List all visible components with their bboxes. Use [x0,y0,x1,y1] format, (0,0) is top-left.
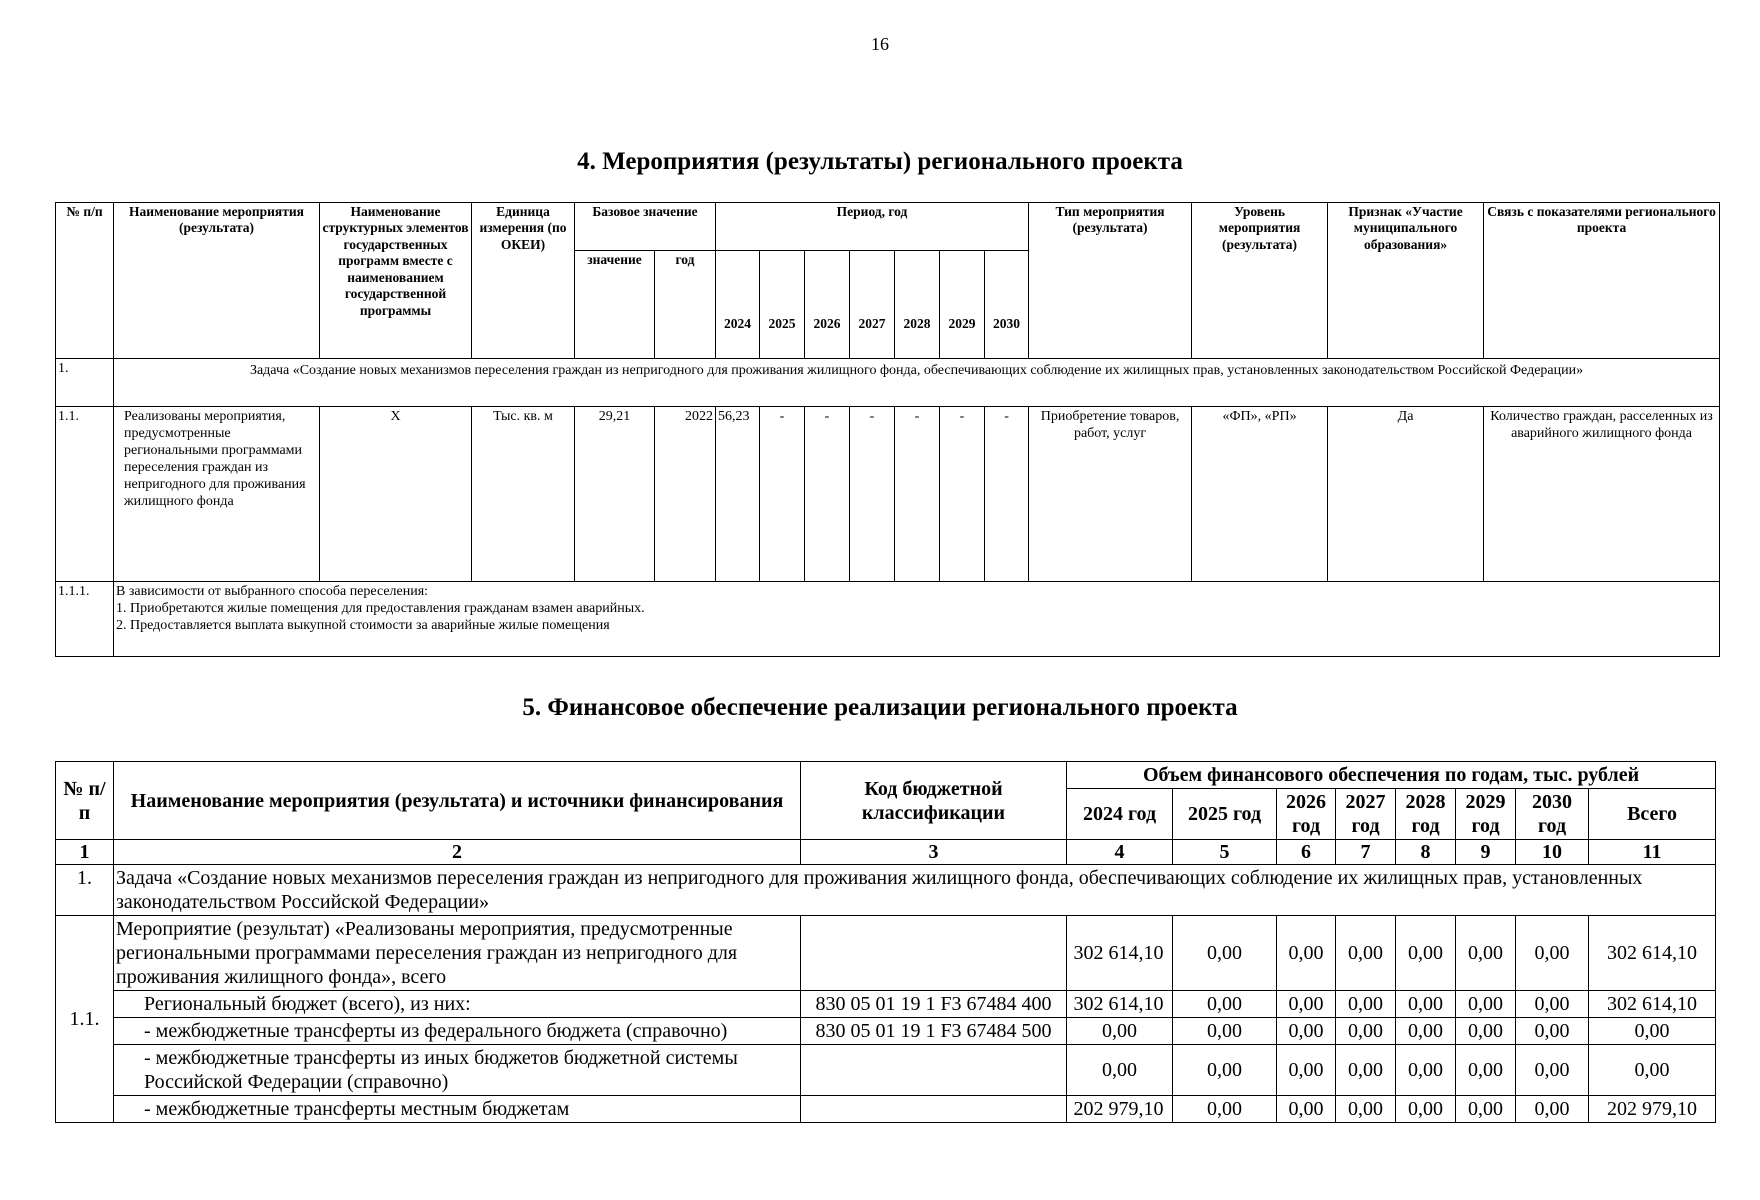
structural-element: X [320,407,472,582]
note-line: В зависимости от выбранного способа переселения: [116,584,429,599]
amount-cell: 0,00 [1336,991,1396,1018]
amount-total: 0,00 [1589,1018,1716,1045]
header-period: Период, год [716,203,1029,251]
row-num: 1. [56,865,114,916]
header-indicator-link: Связь с показателями регионального проекта [1484,203,1720,359]
amount-cell: 0,00 [1336,1045,1396,1096]
amount-cell: 0,00 [1396,1045,1456,1096]
municipal-participation: Да [1328,407,1484,582]
amount-cell: 0,00 [1516,916,1589,991]
budget-code: 830 05 01 19 1 F3 67484 500 [801,1018,1067,1045]
amount-cell: 0,00 [1336,1018,1396,1045]
amount-cell: 0,00 [1173,1018,1277,1045]
task-text: Задача «Создание новых механизмов переселения граждан из непригодного для проживания жилищного фонда, обеспечивающих соблюдение их жилищных прав, установленных законодательством Российской Федерации» [114,865,1716,916]
task-row [56,359,1720,407]
header-unit: Единица измерения (по ОКЕИ) [472,203,575,359]
header-base-value: Базовое значение [575,203,716,251]
amount-cell: 0,00 [1277,916,1336,991]
amount-total: 0,00 [1589,1045,1716,1096]
amount-cell: 0,00 [1516,1045,1589,1096]
amount-total: 202 979,10 [1589,1096,1716,1123]
year-value: - [850,407,895,582]
financing-source-name: Региональный бюджет (всего), из них: [114,991,801,1018]
header-municipal: Признак «Участие муниципального образования» [1328,203,1484,359]
amount-cell: 0,00 [1456,1096,1516,1123]
budget-code: 830 05 01 19 1 F3 67484 400 [801,991,1067,1018]
financing-row [56,1045,1716,1096]
header-year: 2025 год [1173,789,1277,840]
amount-cell: 0,00 [1173,916,1277,991]
row-num: 1.1. [56,407,114,582]
financing-source-name: - межбюджетные трансферты из иных бюджетов бюджетной системы Российской Федерации (справочно) [114,1045,801,1096]
amount-cell: 202 979,10 [1067,1096,1173,1123]
amount-cell: 0,00 [1067,1045,1173,1096]
base-value: 29,21 [575,407,655,582]
header-activity-name: Наименование мероприятия (результата) [114,203,320,359]
amount-total: 302 614,10 [1589,991,1716,1018]
header-financing-volume: Объем финансового обеспечения по годам, тыс. рублей [1067,762,1716,789]
header-type: Тип мероприятия (результата) [1029,203,1192,359]
header-num: № п/п [56,762,114,840]
amount-cell: 0,00 [1067,1018,1173,1045]
amount-cell: 0,00 [1396,916,1456,991]
task-row [56,865,1716,916]
index-cell: 10 [1516,840,1589,865]
financing-row [56,916,1716,991]
header-year: 2024 год [1067,789,1173,840]
index-cell: 4 [1067,840,1173,865]
amount-cell: 302 614,10 [1067,991,1173,1018]
note-row [56,582,1720,657]
financing-row [56,1018,1716,1045]
year-value: - [895,407,940,582]
header-year: 2028 [895,251,940,359]
note-text [114,582,1720,657]
index-row [56,840,1716,865]
page-number: 16 [871,34,889,54]
activities-table [55,202,1720,657]
header-year: 2025 [760,251,805,359]
amount-cell: 0,00 [1277,991,1336,1018]
index-cell: 2 [114,840,801,865]
result-name: Реализованы мероприятия, предусмотренные региональными программами переселения граждан из непригодного для проживания жилищного фонда [114,407,320,582]
header-year: 2027 год [1336,789,1396,840]
header-activity-name: Наименование мероприятия (результата) и источники финансирования [114,762,801,840]
unit-value: Тыс. кв. м [472,407,575,582]
index-cell: 6 [1277,840,1336,865]
index-cell: 3 [801,840,1067,865]
amount-cell: 302 614,10 [1067,916,1173,991]
header-total: Всего [1589,789,1716,840]
header-year: 2024 [716,251,760,359]
base-year: 2022 [655,407,716,582]
amount-cell: 0,00 [1336,1096,1396,1123]
index-cell: 1 [56,840,114,865]
header-year: 2027 [850,251,895,359]
financing-source-name: Мероприятие (результат) «Реализованы мероприятия, предусмотренные региональными программами переселения граждан из непригодного для проживания жилищного фонда», всего [114,916,801,991]
index-cell: 11 [1589,840,1716,865]
index-cell: 7 [1336,840,1396,865]
header-year: 2030 [985,251,1029,359]
amount-cell: 0,00 [1396,991,1456,1018]
header-year: 2029 [940,251,985,359]
header-level: Уровень мероприятия (результата) [1192,203,1328,359]
header-year: 2026 [805,251,850,359]
header-structural-elements: Наименование структурных элементов государственных программ вместе с наименованием государственной программы [320,203,472,359]
financing-source-name: - межбюджетные трансферты местным бюджетам [114,1096,801,1123]
amount-cell: 0,00 [1456,1018,1516,1045]
amount-total: 302 614,10 [1589,916,1716,991]
amount-cell: 0,00 [1173,1045,1277,1096]
indicator-link: Количество граждан, расселенных из аварийного жилищного фонда [1484,407,1720,582]
year-value: 56,23 [716,407,760,582]
amount-cell: 0,00 [1516,1096,1589,1123]
header-base-value-year: год [655,251,716,359]
financing-source-name: - межбюджетные трансферты из федерального бюджета (справочно) [114,1018,801,1045]
financing-table [55,761,1716,1123]
header-year: 2029 год [1456,789,1516,840]
amount-cell: 0,00 [1173,991,1277,1018]
index-cell: 9 [1456,840,1516,865]
amount-cell: 0,00 [1396,1018,1456,1045]
amount-cell: 0,00 [1277,1018,1336,1045]
row-num: 1.1. [56,916,114,1123]
year-value: - [805,407,850,582]
amount-cell: 0,00 [1396,1096,1456,1123]
amount-cell: 0,00 [1456,916,1516,991]
amount-cell: 0,00 [1336,916,1396,991]
header-year: 2026 год [1277,789,1336,840]
row-num: 1. [56,359,114,407]
budget-code [801,1096,1067,1123]
header-budget-code: Код бюджетной классификации [801,762,1067,840]
activity-type: Приобретение товаров, работ, услуг [1029,407,1192,582]
year-value: - [760,407,805,582]
result-row [56,407,1720,582]
note-line: 1. Приобретаются жилые помещения для предоставления гражданам взамен аварийных. [116,601,645,617]
amount-cell: 0,00 [1456,1045,1516,1096]
amount-cell: 0,00 [1277,1045,1336,1096]
financing-row [56,991,1716,1018]
note-line: 2. Предоставляется выплата выкупной стоимости за аварийные жилые помещения [116,618,610,634]
year-value: - [985,407,1029,582]
budget-code [801,1045,1067,1096]
amount-cell: 0,00 [1456,991,1516,1018]
task-text: Задача «Создание новых механизмов переселения граждан из непригодного для проживания жилищного фонда, обеспечивающих соблюдение их жилищных прав, установленных законодательством Российской Федерации» [114,359,1720,407]
budget-code [801,916,1067,991]
amount-cell: 0,00 [1173,1096,1277,1123]
index-cell: 8 [1396,840,1456,865]
header-year: 2028 год [1396,789,1456,840]
header-num: № п/п [56,203,114,359]
header-year: 2030 год [1516,789,1589,840]
header-base-value-value: значение [575,251,655,359]
section-4-title: 4. Мероприятия (результаты) регионального проекта [577,148,1183,175]
section-5-title: 5. Финансовое обеспечение реализации регионального проекта [522,694,1238,721]
financing-row [56,1096,1716,1123]
amount-cell: 0,00 [1516,1018,1589,1045]
activity-level: «ФП», «РП» [1192,407,1328,582]
year-value: - [940,407,985,582]
amount-cell: 0,00 [1516,991,1589,1018]
row-num: 1.1.1. [56,582,114,657]
amount-cell: 0,00 [1277,1096,1336,1123]
index-cell: 5 [1173,840,1277,865]
